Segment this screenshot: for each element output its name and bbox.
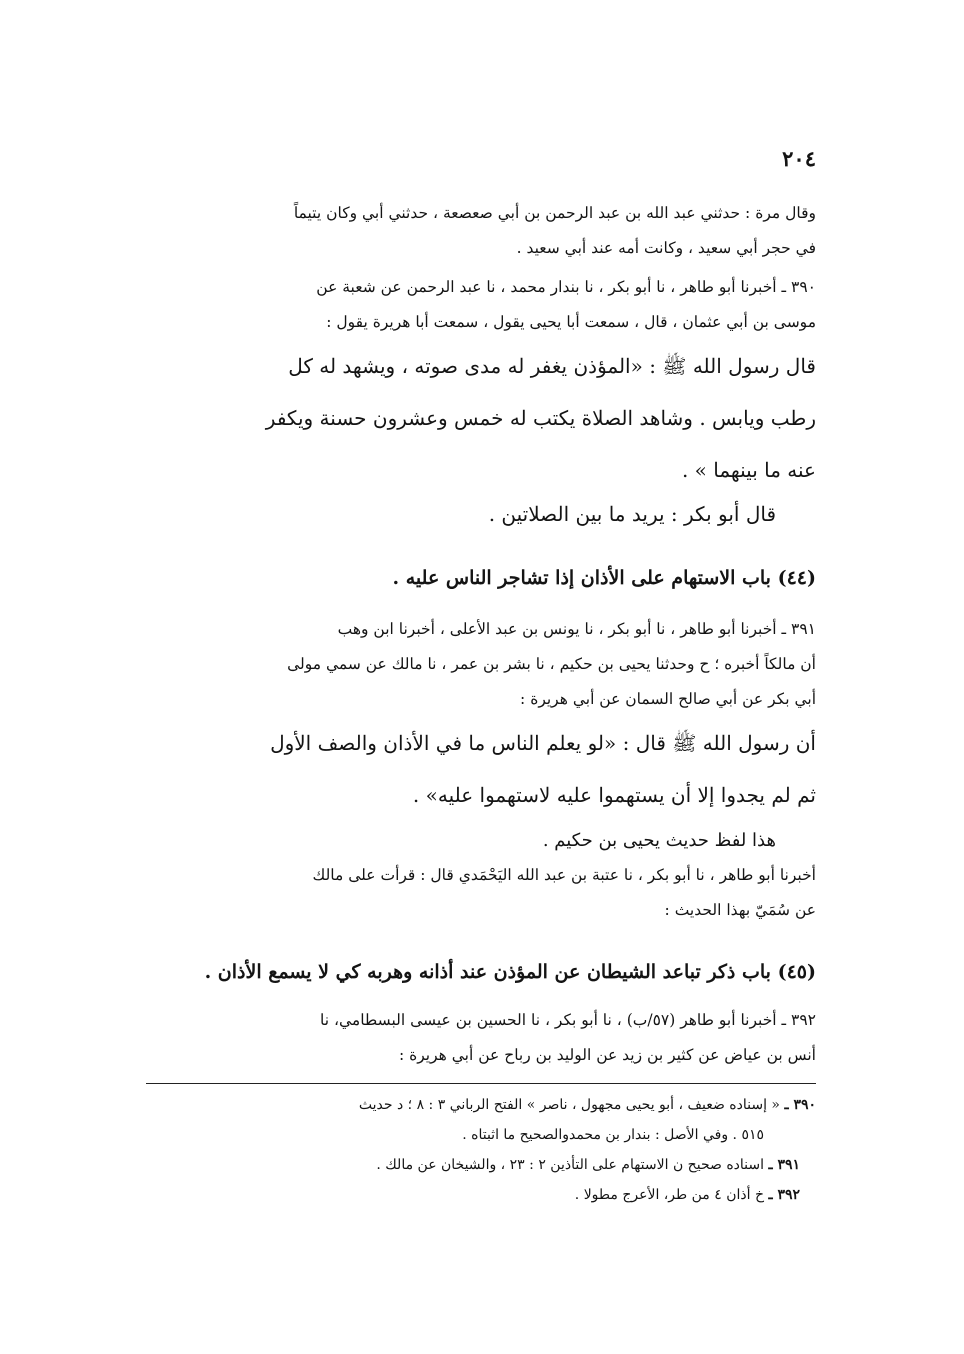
abu-bakr-note — [146, 488, 816, 540]
text-line: أن مالكاً أخبره ؛ ح وحدثنا يحيى بن حكيم ، نا بشر بن عمر ، نا مالك عن سمي مولى — [287, 655, 816, 673]
intro-paragraph — [146, 196, 816, 266]
footnote-392 — [146, 1180, 816, 1210]
hadith-390-matn — [146, 340, 816, 496]
footnote-390 — [146, 1090, 816, 1120]
page-number: ٢٠٤ — [782, 146, 816, 171]
text-line: أن رسول الله ﷺ قال : «لو يعلم الناس ما في الأذان والصف الأول — [270, 731, 816, 755]
footnote-390-continued: ٥١٥ . وفي الأصل : بندار بن محمدوالصحيح ما اثبتاه . — [462, 1127, 764, 1143]
footnotes — [146, 1090, 816, 1210]
footnote-text: خ أذان ٤ من طر، الأعرج مطولا . — [574, 1187, 764, 1203]
hadith-391-matn — [146, 717, 816, 821]
chapter-heading-44: (٤٤) باب الاستهام على الأذان إذا تشاجر الناس عليه . — [392, 567, 816, 589]
footnote-number: ٣٩٢ ـ — [768, 1187, 800, 1203]
chapter-heading-45: (٤٥) باب ذكر تباعد الشيطان عن المؤذن عند أذانه وهربه كي لا يسمع الأذان . — [204, 961, 816, 983]
text-line: موسى بن أبي عثمان ، قال ، سمعت أبا يحيى يقول ، سمعت أبا هريرة يقول : — [326, 313, 816, 331]
hadith-391-isnad — [146, 612, 816, 717]
text-line: ٣٩١ ـ أخبرنا أبو طاهر ، نا أبو بكر ، نا يونس بن عبد الأعلى ، أخبرنا ابن وهب — [337, 620, 816, 638]
text-line: ثم لم يجدوا إلا أن يستهموا عليه لاستهموا عليه» . — [412, 783, 816, 807]
text-line: ٣٩٢ ـ أخبرنا أبو طاهر (٥٧/ب) ، نا أبو بكر ، نا الحسين بن عيسى البسطامي، نا — [320, 1011, 816, 1029]
footnote-text: اسناده صحيح ن الاستهام على التأذين ٢ : ٢٣ ، والشيخان عن مالك . — [376, 1157, 764, 1173]
text-line: هذا لفظ حديث يحيى بن حكيم . — [542, 830, 776, 851]
text-line: قال رسول الله ﷺ : «المؤذن يغفر له مدى صوته ، ويشهد له كل — [288, 354, 816, 378]
text-line: عنه ما بينهما » . — [681, 458, 816, 482]
text-line: أخبرنا أبو طاهر ، نا أبو بكر ، نا عتبة بن عبد الله اليَحْمَدي قال : قرأت على مالك — [312, 866, 816, 884]
text-line: قال أبو بكر : يريد ما بين الصلاتين . — [488, 502, 776, 526]
footnote-text: « إسناده ضعيف ، أبو يحيى مجهول ، ناصر » الفتح الرباني ٣ : ٨ ؛ د حديث — [358, 1097, 780, 1113]
footnote-391 — [146, 1150, 816, 1180]
hadith-391-alt-isnad — [146, 858, 816, 928]
text-line: أبي بكر عن أبي صالح السمان عن أبي هريرة : — [520, 690, 816, 708]
hadith-390-isnad — [146, 270, 816, 340]
text-line: عن سُمَيّ بهذا الحديث : — [664, 901, 816, 919]
text-line: في حجر أبي سعيد ، وكانت أمه عند أبي سعيد . — [516, 239, 816, 257]
hadith-392-isnad — [146, 1003, 816, 1073]
text-line: ٣٩٠ ـ أخبرنا أبو طاهر ، نا أبو بكر ، نا بندار محمد ، نا عبد الرحمن عن شعبة عن — [316, 278, 816, 296]
footnote-number: ٣٩٠ ـ — [784, 1097, 816, 1113]
text-line: وقال مرة : حدثني عبد الله بن عبد الرحمن بن أبي صعصعة ، حدثني أبي وكان يتيماً — [293, 204, 816, 222]
text-line: رطب ويابس . وشاهد الصلاة يكتب له خمس وعشرون حسنة ويكفر — [265, 406, 816, 430]
hadha-lafz-note — [146, 823, 816, 858]
footnote-divider — [146, 1083, 816, 1084]
footnote-number: ٣٩١ ـ — [768, 1157, 800, 1173]
text-line: أنس بن عياض عن كثير بن زيد عن الوليد بن رباح عن أبي هريرة : — [398, 1046, 816, 1064]
